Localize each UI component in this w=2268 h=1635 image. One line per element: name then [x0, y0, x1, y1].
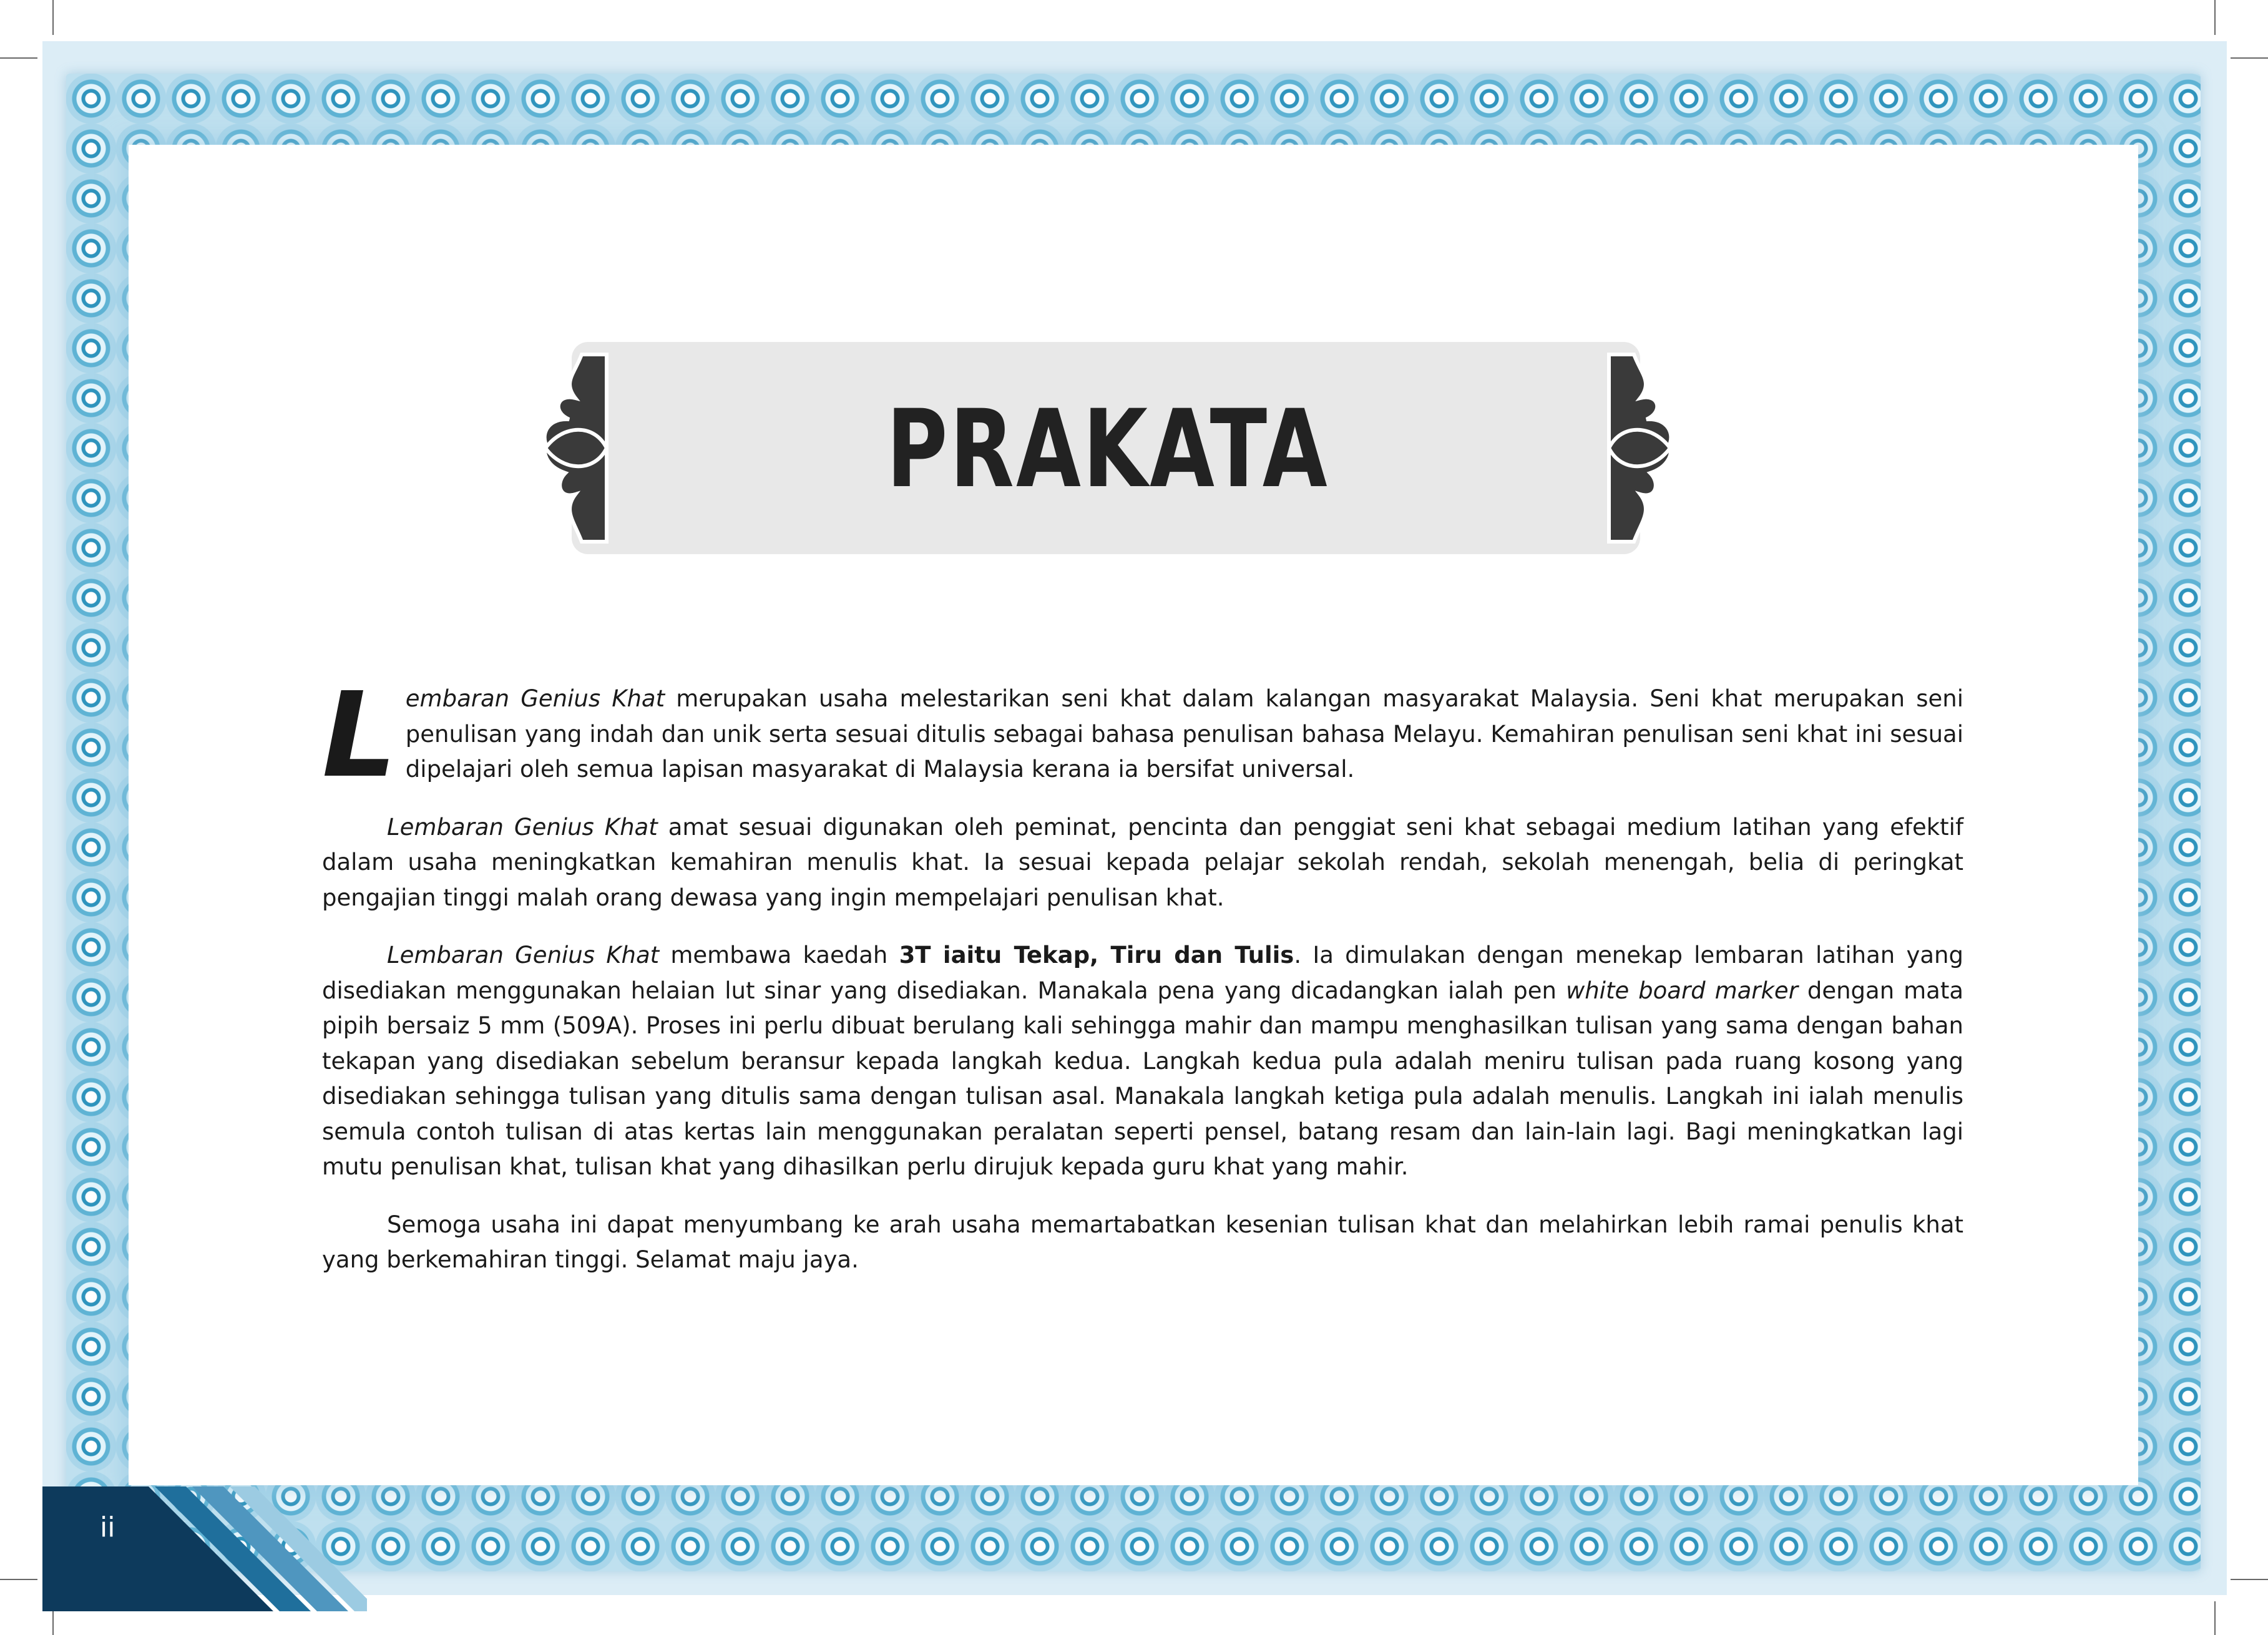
method-bold: 3T iaitu Tekap, Tiru dan Tulis: [899, 942, 1294, 969]
crop-mark: [2214, 1601, 2216, 1635]
paragraph-text: membawa kaedah: [659, 942, 899, 969]
book-title-italic: embaran Genius Khat: [405, 685, 665, 712]
crop-mark: [52, 0, 54, 35]
preface-body: [322, 667, 1963, 1301]
page-corner-decoration: [42, 1486, 367, 1611]
crop-mark: [2231, 1579, 2268, 1580]
drop-cap: L: [322, 667, 397, 804]
crop-mark: [0, 57, 37, 59]
right-ornament-icon: [1540, 349, 1678, 547]
paragraph-4: [322, 1208, 1963, 1278]
page-number: ii: [100, 1511, 115, 1543]
crop-mark: [2231, 57, 2268, 59]
left-ornament-icon: [538, 349, 675, 547]
paragraph-text: dengan mata pipih bersaiz 5 mm (509A). Proses ini perlu dibuat berulang kali sehingga mahir dan mampu menghasilkan tulisan yang sama dengan bahan tekapan yang disediakan sebelum beransur kepada langkah kedua. Langkah kedua pula adalah meniru tulisan pada ruang kosong yang disediakan sehingga tulisan yang ditulis sama dengan tulisan asal. Manakala langkah ketiga pula adalah menulis. Langkah ini ialah menulis semula contoh tulisan di atas kertas lain menggunakan peralatan seperti pensel, batang resam dan lain-lain lagi. Bagi meningkatkan lagi mutu penulisan khat, tulisan khat yang dihasilkan perlu dirujuk kepada guru khat yang mahir.: [322, 977, 1963, 1180]
book-title-italic: Lembaran Genius Khat: [387, 942, 660, 969]
paragraph-2: [322, 810, 1963, 916]
paragraph-text: merupakan usaha melestarikan seni khat dalam kalangan masyarakat Malaysia. Seni khat merupakan seni penulisan yang indah dan unik serta sesuai ditulis sebagai bahasa penulisan bahasa Melayu. Kemahiran penulisan seni khat ini sesuai dipelajari oleh semua lapisan masyarakat di Malaysia kerana ia bersifat universal.: [405, 685, 1963, 783]
book-title-italic: Lembaran Genius Khat: [387, 813, 658, 841]
paragraph-text: Semoga usaha ini dapat menyumbang ke arah usaha memartabatkan kesenian tulisan khat dan melahirkan lebih ramai penulis khat yang berkemahiran tinggi. Selamat maju jaya.: [322, 1211, 1963, 1273]
pen-type-italic: white board marker: [1565, 977, 1798, 1004]
crop-mark: [2214, 0, 2216, 35]
crop-mark: [0, 1579, 37, 1580]
paragraph-text: amat sesuai digunakan oleh peminat, pencinta dan penggiat seni khat sebagai medium latihan yang efektif dalam usaha meningkatkan kemahiran menulis khat. Ia sesuai kepada pelajar sekolah rendah, sekolah menengah, belia di peringkat pengajian tinggi malah orang dewasa yang ingin mempelajari penulisan khat.: [322, 813, 1963, 911]
page-title: PRAKATA: [886, 386, 1329, 512]
paragraph-1: [322, 667, 1963, 804]
paragraph-3: [322, 938, 1963, 1185]
paragraph-text: . Ia dimulakan dengan menekap lembaran latihan yang disediakan menggunakan helaian lut sinar yang disediakan. Manakala pena yang dicadangkan ialah pen: [322, 942, 1963, 1004]
